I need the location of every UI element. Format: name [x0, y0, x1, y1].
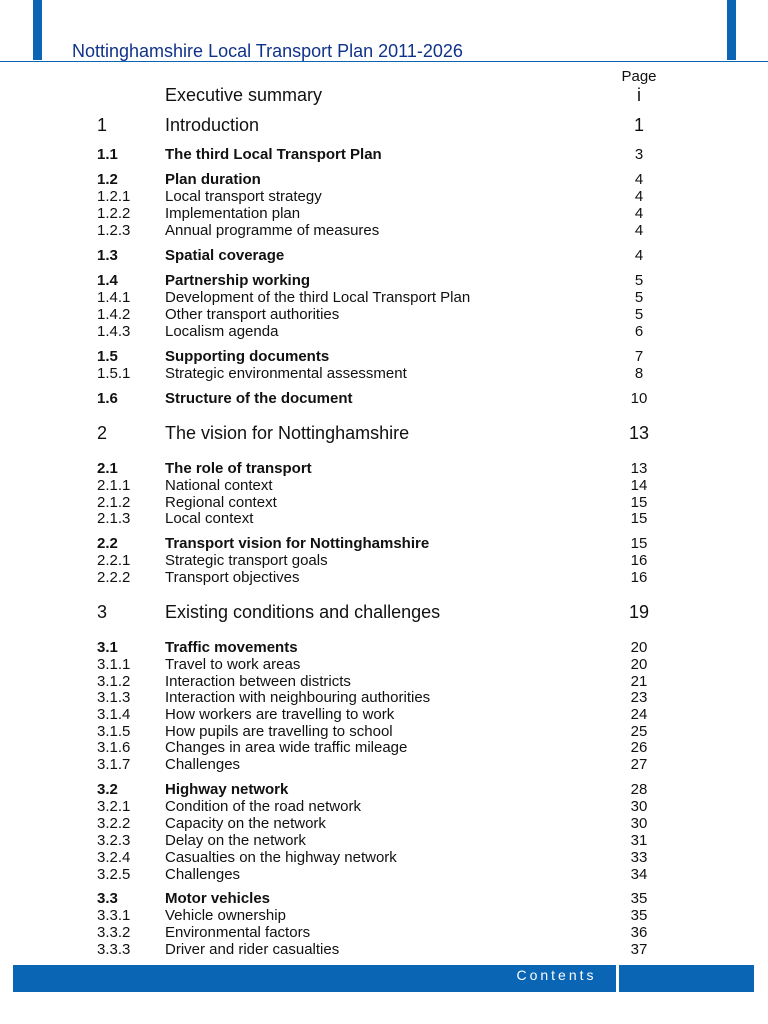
toc-entry-title: Strategic environmental assessment	[165, 365, 407, 382]
toc-entry-page: 19	[628, 602, 650, 622]
toc-entry-title: Delay on the network	[165, 832, 306, 849]
toc-entry-number: 1.4.3	[97, 323, 131, 340]
toc-entry-number: 1.2.1	[97, 188, 131, 205]
toc-entry-page: 5	[634, 289, 644, 306]
toc-entry-page: 26	[630, 739, 648, 756]
toc-entry-sub[interactable]	[0, 365, 768, 387]
toc-entry-chapter[interactable]	[0, 423, 768, 449]
toc-entry-sub[interactable]	[0, 756, 768, 778]
toc-entry-title: Supporting documents	[165, 348, 330, 365]
footer-section-label: Contents	[516, 967, 597, 983]
toc-entry-section[interactable]	[0, 146, 768, 168]
toc-entry-number: 3.1.2	[97, 673, 131, 690]
toc-entry-number: 3	[97, 602, 108, 622]
toc-entry-section[interactable]	[0, 247, 768, 269]
toc-entry-page: 14	[630, 477, 648, 494]
toc-entry-page: 4	[634, 171, 644, 188]
toc-entry-page: 31	[630, 832, 648, 849]
header-accent-bar-right	[727, 0, 736, 60]
toc-entry-number: 3.2.5	[97, 866, 131, 883]
toc-entry-title: Transport objectives	[165, 569, 300, 586]
toc-entry-title: Existing conditions and challenges	[165, 602, 441, 622]
toc-entry-number: 2.1.2	[97, 494, 131, 511]
toc-entry-number: 1.4	[97, 272, 118, 289]
toc-entry-sub[interactable]	[0, 866, 768, 888]
toc-entry-title: Casualties on the highway network	[165, 849, 397, 866]
toc-entry-number: 3.2.1	[97, 798, 131, 815]
toc-entry-title: Challenges	[165, 756, 241, 773]
toc-entry-number: 3.1	[97, 639, 118, 656]
toc-entry-title: The vision for Nottinghamshire	[165, 423, 410, 443]
toc-entry-page: 4	[634, 247, 644, 264]
toc-entry-page: 10	[630, 390, 648, 407]
toc-entry-page: 15	[630, 510, 648, 527]
toc-entry-title: National context	[165, 477, 273, 494]
toc-entry-number: 1.2	[97, 171, 118, 188]
toc-entry-title: Introduction	[165, 115, 260, 135]
toc-entry-number: 3.1.5	[97, 723, 131, 740]
toc-entry-number: 1.5	[97, 348, 118, 365]
toc-entry-title: Structure of the document	[165, 390, 353, 407]
toc-entry-page: 28	[630, 781, 648, 798]
toc-entry-page: 3	[634, 146, 644, 163]
toc-entry-title: The role of transport	[165, 460, 312, 477]
footer-divider	[616, 965, 619, 992]
toc-entry-title: Strategic transport goals	[165, 552, 328, 569]
toc-entry-page: 37	[630, 941, 648, 958]
toc-entry-page: 23	[630, 689, 648, 706]
toc-entry-title: Capacity on the network	[165, 815, 326, 832]
toc-entry-title: Highway network	[165, 781, 289, 798]
toc-entry-title: Driver and rider casualties	[165, 941, 340, 958]
toc-entry-chapter[interactable]	[0, 85, 768, 111]
toc-entry-number: 1.2.3	[97, 222, 131, 239]
toc-entry-title: Development of the third Local Transport Plan	[165, 289, 471, 306]
toc-entry-title: Interaction with neighbouring authorities	[165, 689, 431, 706]
toc-entry-title: Interaction between districts	[165, 673, 351, 690]
toc-entry-number: 1.5.1	[97, 365, 131, 382]
toc-entry-page: 24	[630, 706, 648, 723]
toc-entry-sub[interactable]	[0, 222, 768, 244]
toc-entry-page: 27	[630, 756, 648, 773]
toc-entry-number: 3.3.3	[97, 941, 131, 958]
toc-entry-sub[interactable]	[0, 323, 768, 345]
toc-entry-number: 3.3	[97, 890, 118, 907]
toc-entry-title: Partnership working	[165, 272, 311, 289]
toc-entry-number: 1.4.2	[97, 306, 131, 323]
toc-entry-number: 2.2.1	[97, 552, 131, 569]
toc-entry-page: 25	[630, 723, 648, 740]
toc-entry-title: Annual programme of measures	[165, 222, 380, 239]
toc-entry-number: 3.2.3	[97, 832, 131, 849]
toc-entry-number: 1.6	[97, 390, 118, 407]
toc-entry-title: Traffic movements	[165, 639, 298, 656]
toc-entry-page: 16	[630, 552, 648, 569]
toc-entry-page: 5	[634, 306, 644, 323]
toc-entry-page: 7	[634, 348, 644, 365]
toc-entry-title: How pupils are travelling to school	[165, 723, 393, 740]
toc-entry-title: Changes in area wide traffic mileage	[165, 739, 408, 756]
toc-entry-sub[interactable]	[0, 569, 768, 591]
toc-entry-chapter[interactable]	[0, 602, 768, 628]
toc-entry-title: Localism agenda	[165, 323, 279, 340]
footer-bar	[13, 965, 754, 992]
toc-entry-page: 21	[630, 673, 648, 690]
toc-entry-title: Challenges	[165, 866, 241, 883]
toc-entry-title: Travel to work areas	[165, 656, 301, 673]
toc-entry-sub[interactable]	[0, 941, 768, 963]
toc-entry-page: 30	[630, 815, 648, 832]
toc-entry-page: 35	[630, 907, 648, 924]
toc-entry-sub[interactable]	[0, 510, 768, 532]
toc-entry-page: 5	[634, 272, 644, 289]
toc-entry-title: Executive summary	[165, 85, 323, 105]
toc-entry-title: Vehicle ownership	[165, 907, 286, 924]
toc-entry-number: 2	[97, 423, 108, 443]
toc-entry-page: 34	[630, 866, 648, 883]
toc-entry-number: 3.3.2	[97, 924, 131, 941]
toc-entry-number: 3.1.6	[97, 739, 131, 756]
toc-entry-title: Other transport authorities	[165, 306, 340, 323]
toc-entry-number: 1.1	[97, 146, 118, 163]
toc-entry-page: 13	[628, 423, 650, 443]
toc-entry-title: Transport vision for Nottinghamshire	[165, 535, 430, 552]
toc-entry-page: 36	[630, 924, 648, 941]
toc-entry-title: Motor vehicles	[165, 890, 271, 907]
toc-entry-page: 4	[634, 205, 644, 222]
toc-entry-page: 16	[630, 569, 648, 586]
toc-entry-number: 3.2.4	[97, 849, 131, 866]
toc-entry-number: 2.2	[97, 535, 118, 552]
toc-entry-number: 3.1.7	[97, 756, 131, 773]
toc-entry-number: 3.3.1	[97, 907, 131, 924]
toc-entry-page: 15	[630, 494, 648, 511]
toc-entry-number: 2.1.1	[97, 477, 131, 494]
toc-entry-page: 4	[634, 188, 644, 205]
toc-entry-page: 13	[630, 460, 648, 477]
toc-entry-page: 1	[633, 115, 644, 135]
toc-entry-title: Plan duration	[165, 171, 261, 188]
toc-entry-title: The third Local Transport Plan	[165, 146, 382, 163]
toc-entry-page: 4	[634, 222, 644, 239]
toc-entry-page: 33	[630, 849, 648, 866]
document-title: Nottinghamshire Local Transport Plan 2011-2026	[72, 41, 463, 61]
toc-entry-number: 3.2.2	[97, 815, 131, 832]
toc-entry-title: Condition of the road network	[165, 798, 361, 815]
toc-entry-number: 1.3	[97, 247, 118, 264]
toc-entry-section[interactable]	[0, 390, 768, 412]
toc-entry-page: 20	[630, 656, 648, 673]
page-column-header: Page	[621, 68, 657, 85]
toc-entry-number: 2.2.2	[97, 569, 131, 586]
toc-entry-chapter[interactable]	[0, 115, 768, 141]
toc-entry-title: How workers are travelling to work	[165, 706, 395, 723]
toc-entry-page: 30	[630, 798, 648, 815]
toc-entry-title: Implementation plan	[165, 205, 301, 222]
toc-entry-page: 15	[630, 535, 648, 552]
toc-entry-number: 2.1.3	[97, 510, 131, 527]
toc-entry-page: 6	[634, 323, 644, 340]
toc-entry-number: 2.1	[97, 460, 118, 477]
toc-entry-number: 3.1.1	[97, 656, 131, 673]
toc-entry-number: 3.1.4	[97, 706, 131, 723]
toc-entry-title: Environmental factors	[165, 924, 311, 941]
toc-entry-page: 20	[630, 639, 648, 656]
toc-entry-number: 1	[97, 115, 108, 135]
header-accent-bar-left	[33, 0, 42, 60]
toc-entry-page: i	[637, 85, 641, 105]
toc-entry-page: 35	[630, 890, 648, 907]
toc-entry-number: 3.2	[97, 781, 118, 798]
toc-entry-number: 3.1.3	[97, 689, 131, 706]
toc-entry-title: Spatial coverage	[165, 247, 285, 264]
toc-entry-title: Local context	[165, 510, 254, 527]
toc-entry-number: 1.4.1	[97, 289, 131, 306]
toc-entry-title: Local transport strategy	[165, 188, 322, 205]
toc-entry-title: Regional context	[165, 494, 277, 511]
toc-entry-number: 1.2.2	[97, 205, 131, 222]
toc-entry-page: 8	[634, 365, 644, 382]
